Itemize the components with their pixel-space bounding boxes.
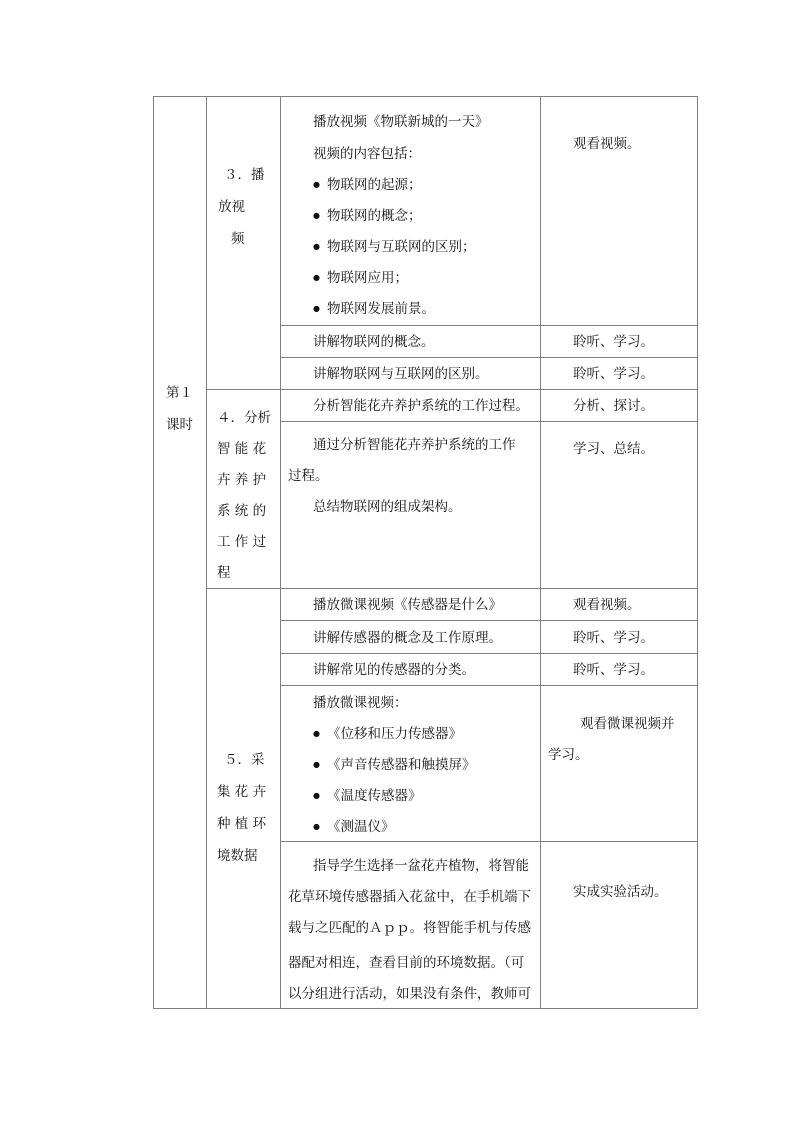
table-border-left [153,96,154,1009]
student-activity: 观看微课视频并 [580,716,675,732]
column-divider-step [280,96,281,1009]
list-item: ● 物联网的起源； [313,177,422,193]
step-title-3: ３．播 [224,167,265,183]
session-label: 第１ [166,385,193,401]
step-title-3: 放视 [218,199,245,215]
row-divider [280,357,698,358]
row-divider [206,389,698,390]
list-item: ● 《声音传感器和触摸屏》 [313,757,476,773]
student-activity: 学习、总结。 [573,441,654,457]
student-activity: 观看视频。 [573,597,641,613]
student-activity: 观看视频。 [573,136,641,152]
teacher-activity: 视频的内容包括： [313,146,421,162]
step-title-4: 程 [217,565,231,581]
teacher-activity: 总结物联网的组成架构。 [313,499,462,515]
student-activity: 聆听、学习。 [573,662,654,678]
teacher-activity: 讲解物联网与互联网的区别。 [313,366,489,382]
step-title-4: 系 统 的 [217,503,267,519]
student-activity: 学习。 [548,747,589,763]
list-item: ● 《测温仪》 [313,819,395,835]
step-title-4: 工 作 过 [217,534,267,550]
list-item: ● 物联网发展前景。 [313,301,435,317]
list-item: ● 《位移和压力传感器》 [313,726,462,742]
step-title-3: 频 [231,231,245,247]
list-item: ● 物联网的概念； [313,208,422,224]
teacher-activity: 讲解传感器的概念及工作原理。 [313,630,502,646]
step-title-4: ４．分析 [217,410,271,426]
step-title-4: 智 能 花 [217,441,267,457]
row-divider [280,685,698,686]
student-activity: 实成实验活动。 [573,884,668,900]
teacher-activity: 花草环境传感器插入花盆中，在手机端下 [288,889,531,905]
step-title-5: 种 植 环 [217,816,267,832]
row-divider [280,325,698,326]
teacher-activity: 播放微课视频《传感器是什么》 [313,597,502,613]
session-label: 课时 [166,417,193,433]
list-item: ● 物联网与互联网的区别； [313,239,476,255]
teacher-activity: 播放微课视频： [313,695,408,711]
row-divider [280,653,698,654]
step-title-5: ５．采 [224,752,265,768]
teacher-activity: 通过分析智能花卉养护系统的工作 [313,437,516,453]
table-border-bottom [153,1008,698,1009]
step-title-4: 卉 养 护 [217,472,267,488]
column-divider-activity [540,96,541,1009]
teacher-activity: 分析智能花卉养护系统的工作过程。 [313,398,529,414]
list-item: ● 物联网应用； [313,270,408,286]
teacher-activity: 讲解常见的传感器的分类。 [313,662,475,678]
table-border-right [697,96,698,1009]
teacher-activity: 过程。 [288,468,329,484]
list-item: ● 《温度传感器》 [313,788,422,804]
row-divider [280,841,698,842]
student-activity: 分析、探讨。 [573,398,654,414]
student-activity: 聆听、学习。 [573,630,654,646]
step-title-5: 集 花 卉 [217,784,267,800]
row-divider [280,620,698,621]
teacher-activity: 播放视频《物联新城的一天》 [313,114,489,130]
teacher-activity: 讲解物联网的概念。 [313,334,435,350]
teacher-activity: 器配对相连，查看目前的环境数据。（可 [288,955,525,971]
student-activity: 聆听、学习。 [573,366,654,382]
teacher-activity: 以分组进行活动，如果没有条件，教师可 [288,986,531,1002]
table-border-top [153,96,698,97]
column-divider-session [206,96,207,1009]
teacher-activity: 载与之匹配的Ａｐｐ。将智能手机与传感 [288,920,531,936]
row-divider [206,588,698,589]
student-activity: 聆听、学习。 [573,334,654,350]
teacher-activity: 指导学生选择一盆花卉植物，将智能 [313,858,529,874]
step-title-5: 境数据 [217,848,258,864]
row-divider [280,421,698,422]
